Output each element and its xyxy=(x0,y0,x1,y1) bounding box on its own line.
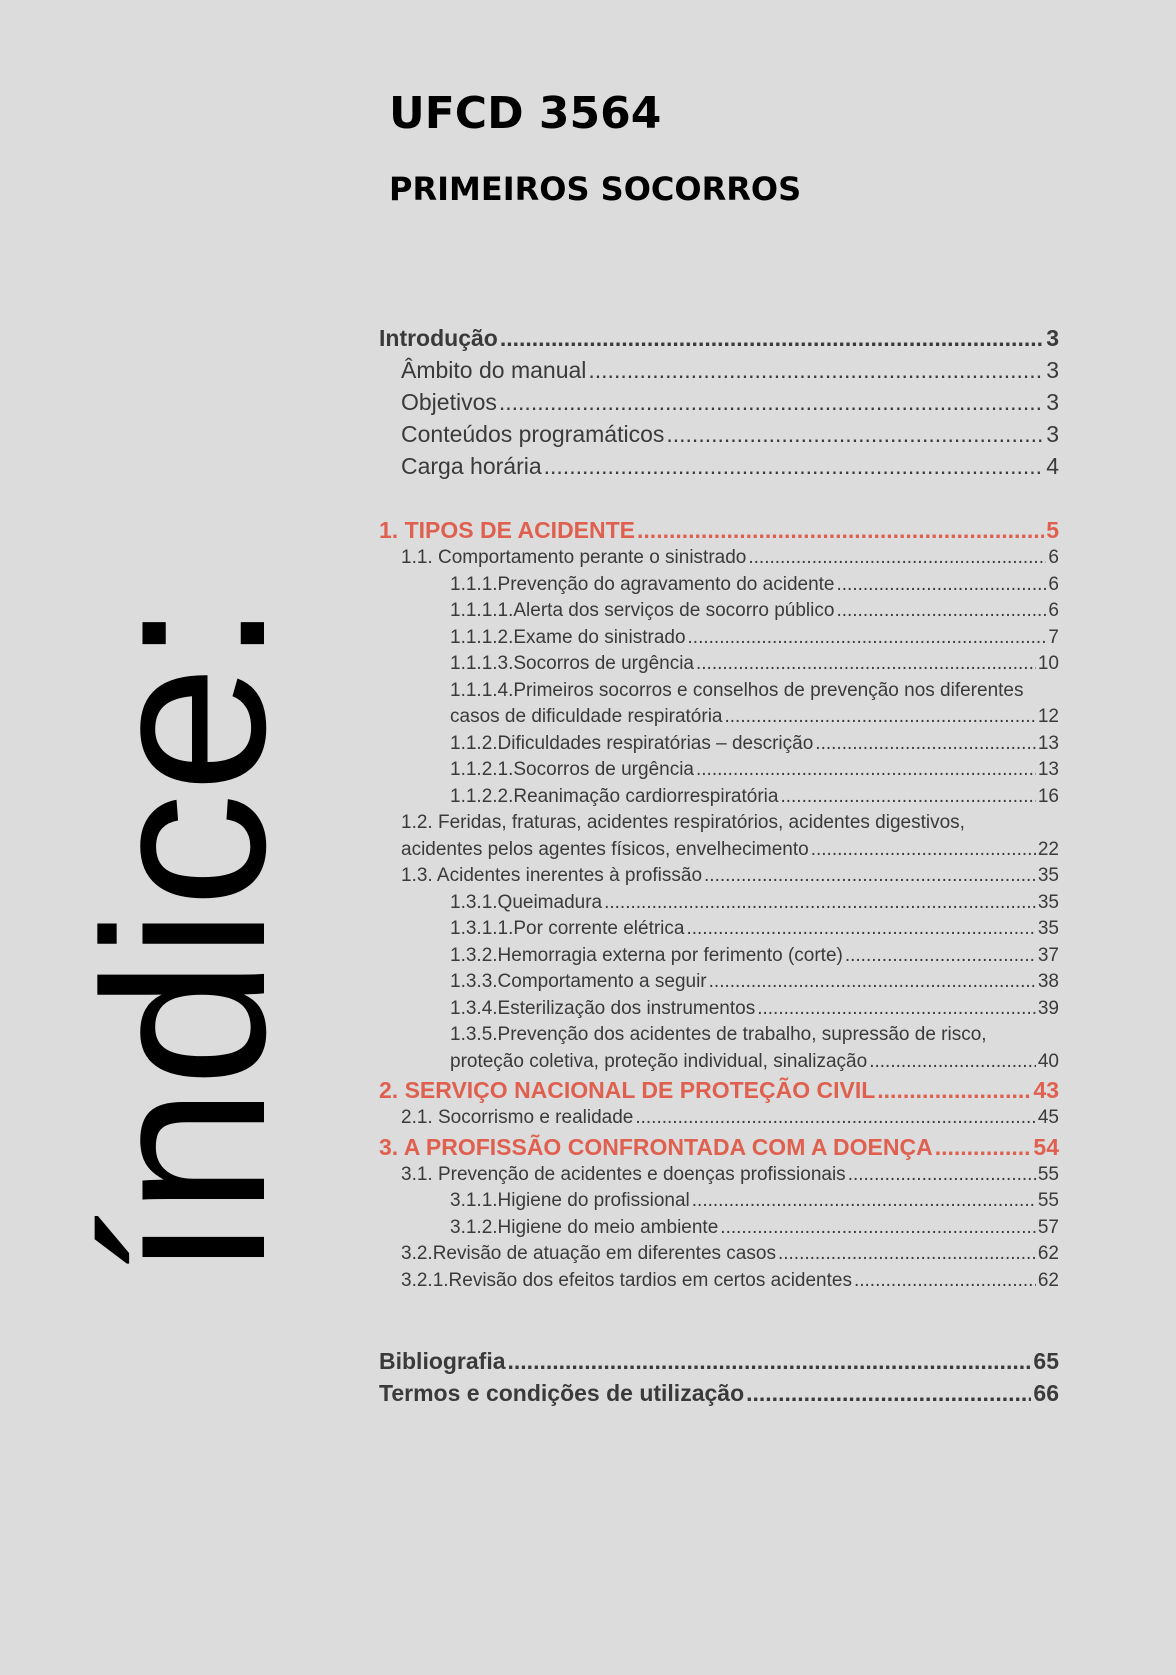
toc-label: 1.3.2.Hemorragia externa por ferimento (corte) xyxy=(450,944,843,966)
toc-leader xyxy=(696,653,1036,676)
toc-label: casos de dificuldade respiratória xyxy=(450,706,723,727)
toc-leader xyxy=(848,1164,1036,1187)
toc-label: 2. SERVIÇO NACIONAL DE PROTEÇÃO CIVIL xyxy=(379,1077,876,1103)
toc-page: 5 xyxy=(1046,517,1059,543)
toc-page: 55 xyxy=(1037,1163,1059,1185)
toc-label: 1. TIPOS DE ACIDENTE xyxy=(379,517,636,543)
document-title: UFCD 3564 xyxy=(389,88,662,139)
toc-label: 2.1. Socorrismo e realidade xyxy=(401,1107,634,1128)
toc-leader xyxy=(686,918,1035,941)
toc-page: 35 xyxy=(1037,918,1059,939)
index-heading: índice: xyxy=(56,601,313,1279)
toc-entry[interactable] xyxy=(379,389,1059,421)
toc-leader xyxy=(666,421,1044,449)
toc-label: 3.1.1.Higiene do profissional xyxy=(450,1190,690,1211)
toc-leader xyxy=(778,1243,1036,1266)
toc-entry[interactable] xyxy=(379,918,1059,945)
toc-entry[interactable] xyxy=(379,453,1059,485)
toc-label: 3.1. Prevenção de acidentes e doenças profissionais xyxy=(401,1163,846,1185)
toc-leader xyxy=(845,945,1036,968)
toc-page: 6 xyxy=(1048,547,1059,568)
toc-leader xyxy=(692,1190,1036,1213)
toc-label: 1.1.2.1.Socorros de urgência xyxy=(450,759,694,780)
toc-page: 3 xyxy=(1046,421,1059,447)
toc-leader xyxy=(815,733,1036,756)
toc-entry[interactable] xyxy=(379,1107,1059,1134)
toc-page: 35 xyxy=(1037,891,1059,913)
toc-entry-line2[interactable] xyxy=(379,1051,1059,1078)
toc-label: 3.2.Revisão de atuação em diferentes casos xyxy=(401,1243,776,1264)
toc-entry[interactable] xyxy=(379,1164,1059,1191)
toc-entry-bibliography[interactable] xyxy=(379,1348,1059,1380)
toc-leader xyxy=(877,1077,1031,1105)
toc-entry[interactable] xyxy=(379,574,1059,601)
toc-leader xyxy=(836,600,1046,623)
toc-entry[interactable] xyxy=(379,892,1059,919)
toc-label: 1.1.2.Dificuldades respiratórias – descrição xyxy=(450,732,814,754)
toc-leader xyxy=(748,547,1046,570)
toc-entry[interactable] xyxy=(379,971,1059,998)
toc-page: 13 xyxy=(1037,732,1059,754)
toc-entry[interactable] xyxy=(379,733,1059,760)
toc-page: 3 xyxy=(1046,357,1059,383)
toc-label: Conteúdos programáticos xyxy=(401,421,665,447)
toc-label: Âmbito do manual xyxy=(401,357,587,383)
toc-label: 3. A PROFISSÃO CONFRONTADA COM A DOENÇA xyxy=(379,1133,933,1160)
toc-entry-line1[interactable] xyxy=(379,680,1059,707)
toc-entry[interactable] xyxy=(379,998,1059,1025)
toc-page: 37 xyxy=(1037,944,1059,966)
toc-leader xyxy=(604,892,1036,915)
toc-leader xyxy=(869,1051,1036,1074)
toc-entry[interactable] xyxy=(379,865,1059,892)
toc-entry-line2[interactable] xyxy=(379,706,1059,733)
toc-label: proteção coletiva, proteção individual, sinalização xyxy=(450,1050,868,1072)
toc-entry[interactable] xyxy=(379,653,1059,680)
toc-page: 13 xyxy=(1037,759,1059,780)
toc-page: 57 xyxy=(1037,1216,1059,1238)
toc-page: 10 xyxy=(1037,653,1059,674)
toc-leader xyxy=(811,839,1036,862)
toc-leader xyxy=(688,627,1047,650)
toc-leader xyxy=(637,517,1044,545)
toc-leader xyxy=(725,706,1036,729)
toc-entry-line1[interactable] xyxy=(379,812,1059,839)
toc-chapter-3[interactable] xyxy=(379,1134,1059,1164)
toc-leader xyxy=(588,357,1044,385)
toc-label: 1.3. Acidentes inerentes à profissão xyxy=(401,865,703,886)
toc-page: 54 xyxy=(1033,1133,1059,1160)
toc-label: 1.1.1.2.Exame do sinistrado xyxy=(450,626,686,648)
toc-label: Carga horária xyxy=(401,453,542,479)
toc-label: Bibliografia xyxy=(379,1348,506,1374)
toc-entry[interactable] xyxy=(379,786,1059,813)
toc-entry[interactable] xyxy=(379,547,1059,574)
toc-page: 12 xyxy=(1037,706,1059,727)
toc-leader xyxy=(709,971,1036,994)
toc-page: 39 xyxy=(1037,997,1059,1019)
toc-entry[interactable] xyxy=(379,421,1059,453)
toc-label: acidentes pelos agentes físicos, envelhecimento xyxy=(401,838,809,860)
toc-page: 22 xyxy=(1037,838,1059,860)
toc-label: 3.2.1.Revisão dos efeitos tardios em certos acidentes xyxy=(401,1269,852,1291)
toc-label: Objetivos xyxy=(401,389,497,415)
toc-label: 1.3.5.Prevenção dos acidentes de trabalho, supressão de risco, xyxy=(450,1024,987,1045)
toc-leader xyxy=(635,1107,1036,1130)
toc-page: 43 xyxy=(1033,1077,1059,1103)
toc-chapter-1[interactable] xyxy=(379,517,1059,547)
toc-entry-terms[interactable] xyxy=(379,1380,1059,1412)
toc-leader xyxy=(499,389,1044,417)
toc-leader xyxy=(508,1348,1032,1376)
toc-page: 6 xyxy=(1048,600,1059,621)
toc-entry[interactable] xyxy=(379,600,1059,627)
toc-leader xyxy=(746,1380,1031,1408)
toc-label: 1.1.1.1.Alerta dos serviços de socorro público xyxy=(450,600,835,621)
toc-entry[interactable] xyxy=(379,945,1059,972)
toc-leader xyxy=(757,998,1036,1021)
toc-label: Introdução xyxy=(379,325,498,351)
toc-page: 3 xyxy=(1046,389,1059,415)
toc-label: 1.2. Feridas, fraturas, acidentes respiratórios, acidentes digestivos, xyxy=(401,812,965,833)
toc-leader xyxy=(935,1134,1032,1162)
toc-page: 66 xyxy=(1033,1380,1059,1406)
toc-page: 38 xyxy=(1037,971,1059,992)
toc-entry[interactable] xyxy=(379,357,1059,389)
toc-page: 62 xyxy=(1037,1243,1059,1264)
toc-leader xyxy=(696,759,1036,782)
toc-entry[interactable] xyxy=(379,1243,1059,1270)
toc-entry[interactable] xyxy=(379,1270,1059,1297)
toc-leader xyxy=(500,325,1044,353)
toc-page: 40 xyxy=(1037,1050,1059,1072)
toc-label: 1.1.2.2.Reanimação cardiorrespiratória xyxy=(450,785,779,807)
toc-label: 1.1.1.4.Primeiros socorros e conselhos de prevenção nos diferentes xyxy=(450,679,1024,701)
toc-label: 1.3.1.Queimadura xyxy=(450,891,603,913)
toc-entry-introduction[interactable] xyxy=(379,325,1059,357)
toc-leader xyxy=(780,786,1035,809)
spacer xyxy=(379,485,1059,517)
toc-label: Termos e condições de utilização xyxy=(379,1380,745,1406)
table-of-contents xyxy=(379,325,1059,1412)
toc-label: 1.1. Comportamento perante o sinistrado xyxy=(401,547,747,568)
toc-entry-line2[interactable] xyxy=(379,839,1059,866)
toc-page: 45 xyxy=(1037,1107,1059,1128)
toc-page: 65 xyxy=(1033,1348,1059,1374)
toc-label: 3.1.2.Higiene do meio ambiente xyxy=(450,1216,719,1238)
toc-leader xyxy=(720,1217,1036,1240)
toc-entry[interactable] xyxy=(379,627,1059,654)
toc-page: 3 xyxy=(1046,325,1059,351)
toc-leader xyxy=(854,1270,1036,1293)
document-subtitle: PRIMEIROS SOCORROS xyxy=(389,170,802,208)
toc-chapter-2[interactable] xyxy=(379,1077,1059,1107)
toc-label: 1.3.3.Comportamento a seguir xyxy=(450,971,707,992)
spacer xyxy=(379,1296,1059,1348)
toc-label: 1.1.1.Prevenção do agravamento do acidente xyxy=(450,573,835,595)
toc-page: 16 xyxy=(1037,785,1059,807)
toc-page: 62 xyxy=(1037,1269,1059,1291)
toc-entry[interactable] xyxy=(379,759,1059,786)
toc-page: 4 xyxy=(1046,453,1059,479)
toc-leader xyxy=(704,865,1036,888)
toc-entry[interactable] xyxy=(379,1190,1059,1217)
toc-entry[interactable] xyxy=(379,1217,1059,1244)
toc-leader xyxy=(544,453,1045,481)
toc-page: 35 xyxy=(1037,865,1059,886)
toc-label: 1.3.1.1.Por corrente elétrica xyxy=(450,918,685,939)
toc-page: 7 xyxy=(1048,626,1059,648)
toc-label: 1.1.1.3.Socorros de urgência xyxy=(450,653,694,674)
toc-entry-line1[interactable] xyxy=(379,1024,1059,1051)
toc-page: 6 xyxy=(1048,573,1059,595)
toc-label: 1.3.4.Esterilização dos instrumentos xyxy=(450,997,756,1019)
toc-leader xyxy=(837,574,1047,597)
toc-page: 55 xyxy=(1037,1190,1059,1211)
